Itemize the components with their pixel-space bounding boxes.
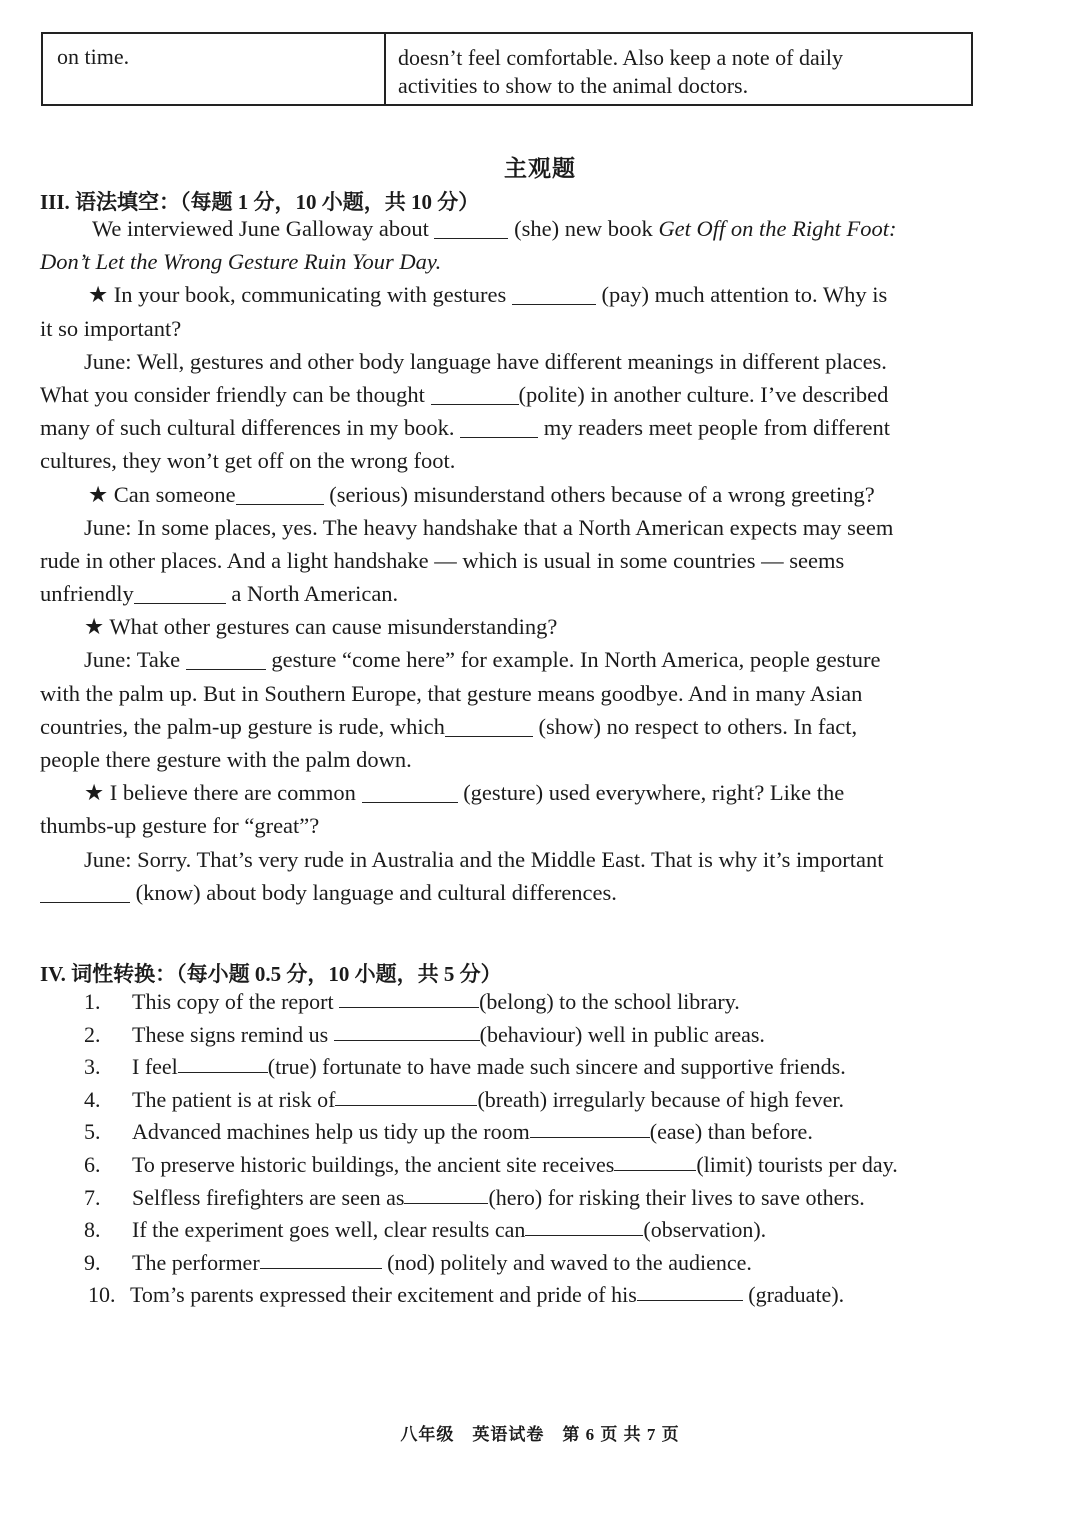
passage-line (40, 378, 986, 411)
passage-line: June: Well, gestures and other body language have different meanings in different places. (84, 348, 887, 374)
answer-blank-10[interactable] (40, 881, 130, 903)
item-text: Tom’s parents expressed their excitement and pride of his (130, 1282, 637, 1308)
part3-heading: III. 语法填空：（每题 1 分，10 小题，共 10 分） (40, 190, 480, 214)
passage-line: June: In some places, yes. The heavy handshake that a North American expects may seem (84, 514, 894, 540)
list-item (84, 1182, 1004, 1215)
passage-text: (show) no respect to others. In fact, (538, 713, 858, 739)
passage-text: What you consider friendly can be thought (40, 381, 425, 407)
item-number: 8. (84, 1217, 101, 1243)
previous-table-fragment (41, 32, 973, 106)
passage-line (40, 776, 986, 809)
item-number: 3. (84, 1054, 101, 1080)
passage-line: thumbs-up gesture for “great”? (40, 813, 320, 839)
passage-text: (pay) much attention to. Why is (601, 282, 888, 308)
item-text: Selfless firefighters are seen as (132, 1184, 405, 1210)
item-text: (observation). (643, 1217, 767, 1243)
passage-line (40, 643, 986, 676)
passage-line (40, 278, 986, 311)
section-title: 主观题 (504, 156, 576, 181)
question-line: ★ What other gestures can cause misunderstanding? (84, 614, 558, 640)
table-cell-right (386, 34, 971, 104)
question-text: ★ Can someone (88, 481, 236, 507)
item-text: (graduate). (748, 1282, 845, 1308)
passage-line: June: Sorry. That’s very rude in Australia and the Middle East. That is why it’s important (84, 846, 884, 872)
list-item (84, 986, 1004, 1019)
part3-passage (40, 212, 986, 909)
passage-text: unfriendly (40, 581, 134, 607)
item-text: To preserve historic buildings, the ancient site receives (132, 1151, 615, 1177)
item-number: 1. (84, 989, 101, 1014)
passage-line (40, 411, 986, 444)
answer-blank-8[interactable] (445, 715, 533, 737)
passage-text: June: Take (84, 647, 181, 673)
item-text: I feel (132, 1054, 178, 1080)
list-item (84, 1019, 1004, 1052)
answer-blank[interactable] (334, 1019, 480, 1041)
item-text: The patient is at risk of (132, 1086, 336, 1112)
passage-line: people there gesture with the palm down. (40, 747, 412, 772)
question-text: ★ In your book, communicating with gestures (88, 282, 507, 308)
passage-text: (know) about body language and cultural differences. (135, 879, 617, 905)
passage-text: We interviewed June Galloway about (92, 216, 429, 241)
answer-blank[interactable] (260, 1247, 382, 1269)
book-title-part2: Don’t Let the Wrong Gesture Ruin Your Day. (40, 249, 442, 275)
list-item (84, 1149, 1004, 1182)
answer-blank[interactable] (404, 1182, 488, 1204)
item-text: (ease) than before. (649, 1119, 813, 1145)
item-text: This copy of the report (132, 989, 334, 1014)
word-form-list (84, 986, 1004, 1312)
passage-line: it so important? (40, 315, 182, 341)
answer-blank-2[interactable] (512, 283, 596, 305)
answer-blank[interactable] (339, 986, 479, 1008)
item-text: (belong) to the school library. (479, 989, 740, 1014)
passage-line (40, 876, 986, 909)
answer-blank-4[interactable] (460, 416, 538, 438)
page-footer: 八年级 英语试卷 第 6 页 共 7 页 (400, 1425, 680, 1444)
passage-text: countries, the palm-up gesture is rude, which (40, 713, 445, 739)
list-item (84, 1116, 1004, 1149)
passage-line: cultures, they won’t get off on the wrong foot. (40, 448, 456, 474)
item-number: 4. (84, 1086, 101, 1112)
item-text: (nod) politely and waved to the audience. (387, 1249, 752, 1275)
list-item (84, 1247, 1004, 1280)
passage-line (40, 577, 986, 610)
item-text: These signs remind us (132, 1021, 329, 1047)
answer-blank[interactable] (614, 1149, 696, 1171)
passage-text: many of such cultural differences in my book. (40, 415, 455, 441)
item-number: 9. (84, 1249, 101, 1275)
item-text: Advanced machines help us tidy up the room (132, 1119, 530, 1145)
passage-text: (polite) in another culture. I’ve described (518, 381, 889, 407)
table-right-line-1: doesn’t feel comfortable. Also keep a note of daily (398, 45, 843, 70)
answer-blank-9[interactable] (362, 781, 458, 803)
answer-blank-6[interactable] (134, 582, 226, 604)
passage-line (40, 212, 986, 245)
answer-blank[interactable] (178, 1051, 268, 1073)
list-item (84, 1051, 1004, 1084)
answer-blank-1[interactable] (434, 217, 508, 239)
list-item (84, 1214, 1004, 1247)
passage-text: gesture “come here” for example. In North America, people gesture (271, 647, 881, 673)
passage-line: rude in other places. And a light handshake — which is usual in some countries — seems (40, 547, 845, 573)
item-number: 5. (84, 1119, 101, 1145)
item-number: 7. (84, 1184, 101, 1210)
item-text: (true) fortunate to have made such sincere and supportive friends. (267, 1054, 846, 1080)
passage-line (40, 478, 986, 511)
item-text: (limit) tourists per day. (696, 1151, 898, 1177)
answer-blank[interactable] (525, 1214, 643, 1236)
list-item (84, 1084, 1004, 1117)
passage-line: with the palm up. But in Southern Europe, that gesture means goodbye. And in many Asian (40, 680, 863, 706)
question-text: ★ I believe there are common (84, 780, 356, 806)
item-text: If the experiment goes well, clear results can (132, 1217, 526, 1243)
answer-blank-7[interactable] (186, 648, 266, 670)
passage-text: (she) new book (514, 216, 653, 241)
passage-text: a North American. (231, 581, 399, 607)
item-text: (hero) for risking their lives to save others. (488, 1184, 865, 1210)
answer-blank[interactable] (530, 1116, 650, 1138)
passage-line (40, 710, 986, 743)
passage-text: (serious) misunderstand others because of a wrong greeting? (329, 481, 875, 507)
book-title-part1: Get Off on the Right Foot: (658, 216, 897, 241)
passage-text: (gesture) used everywhere, right? Like the (463, 780, 845, 806)
passage-text: my readers meet people from different (543, 415, 891, 441)
table-right-line-2: activities to show to the animal doctors. (398, 73, 749, 98)
item-number: 10. (88, 1282, 116, 1308)
table-cell-left: on time. (43, 34, 386, 104)
item-text: (behaviour) well in public areas. (479, 1021, 765, 1047)
answer-blank-3[interactable] (431, 383, 519, 405)
answer-blank[interactable] (637, 1279, 743, 1301)
item-number: 2. (84, 1021, 101, 1047)
list-item (88, 1279, 1004, 1312)
part4-heading: IV. 词性转换：（每小题 0.5 分，10 小题，共 5 分） (40, 962, 502, 986)
item-number: 6. (84, 1151, 101, 1177)
item-text: (breath) irregularly because of high fever. (477, 1086, 844, 1112)
item-text: The performer (132, 1249, 260, 1275)
answer-blank[interactable] (335, 1084, 477, 1106)
answer-blank-5[interactable] (236, 483, 324, 505)
